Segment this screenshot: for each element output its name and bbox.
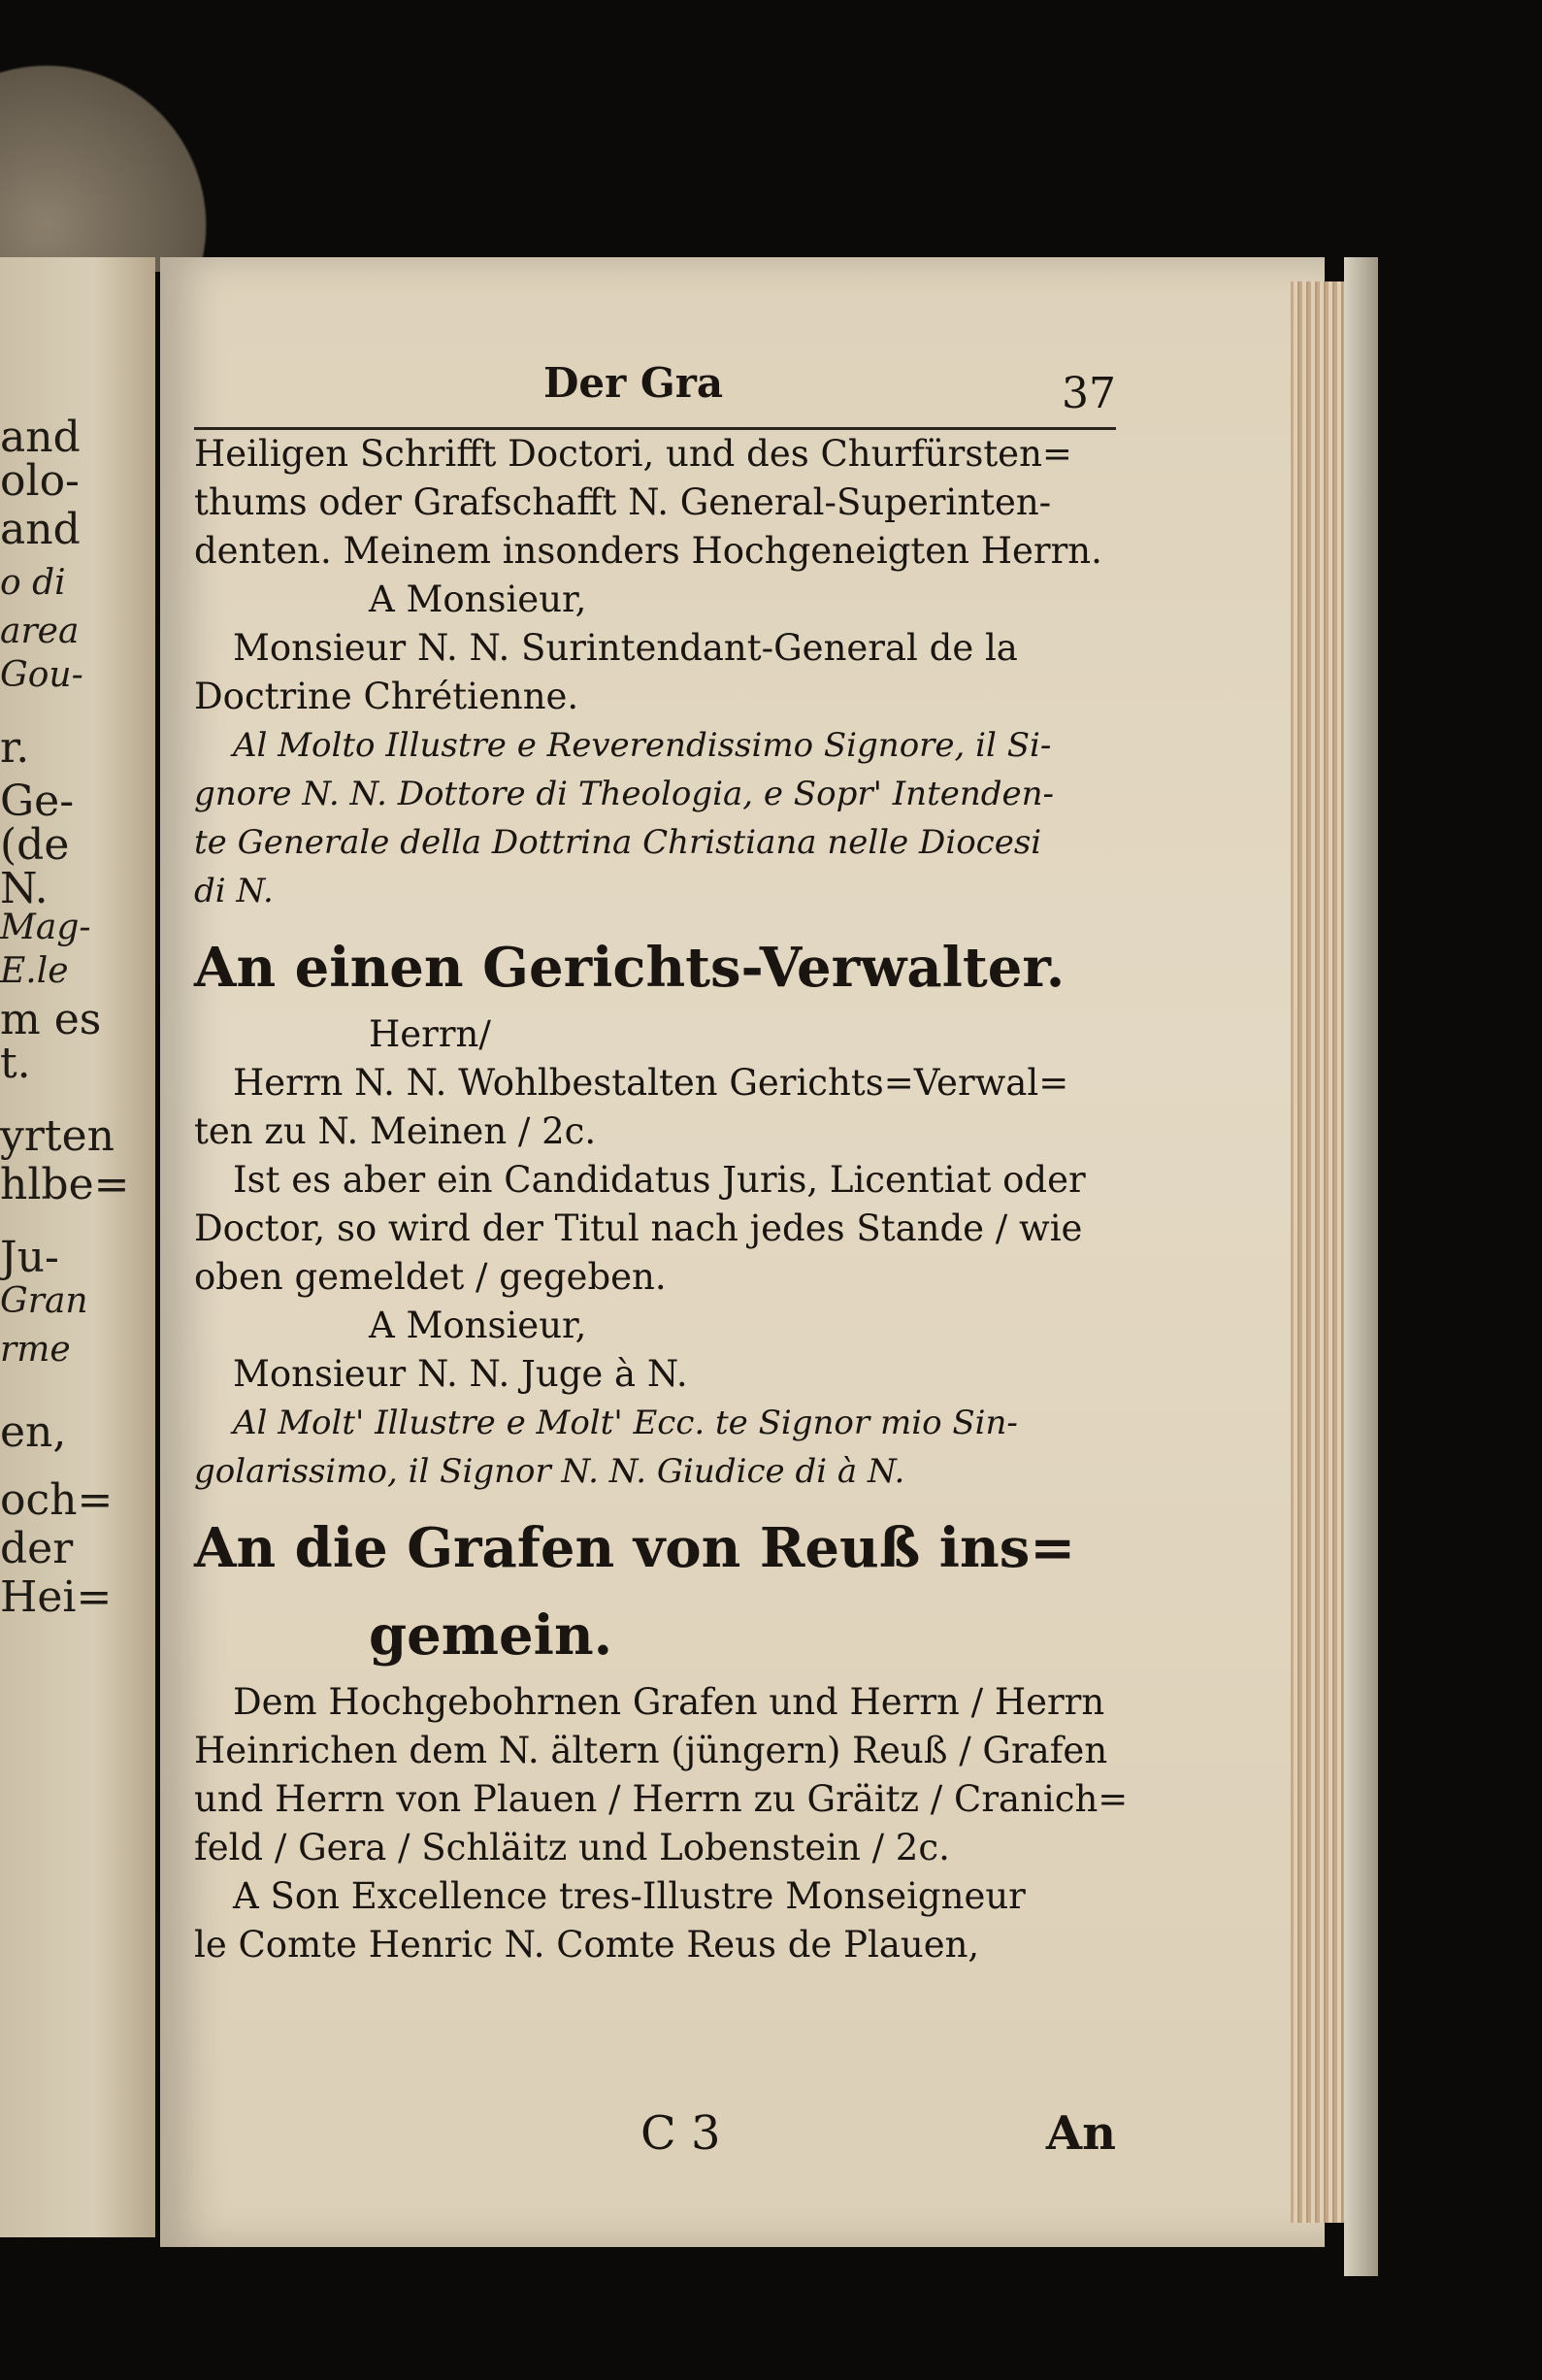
left-margin-fragment: Mag- — [0, 908, 91, 947]
left-margin-fragment: E.le — [0, 951, 69, 991]
left-margin-fragment: area — [0, 612, 80, 651]
left-page-fragment — [0, 257, 155, 2237]
text-line: Heiligen Schrifft Doctori, und des Churfürsten= — [194, 433, 1072, 475]
left-margin-fragment: olo- — [0, 456, 80, 506]
text-line: A Son Excellence tres-Illustre Monseigneur — [233, 1875, 1026, 1917]
text-line: A Monsieur, — [369, 578, 587, 620]
left-margin-fragment: Hei= — [0, 1572, 113, 1622]
page-footer — [194, 2106, 1116, 2174]
catchword: An — [1045, 2106, 1116, 2161]
text-line: Doctor, so wird der Titul nach jedes Stande / wie — [194, 1207, 1083, 1249]
left-margin-fragment: hlbe= — [0, 1160, 130, 1209]
text-line: A Monsieur, — [369, 1305, 587, 1346]
book-spine-edge — [0, 39, 233, 272]
signature-mark: C 3 — [640, 2106, 721, 2161]
left-margin-fragment: t. — [0, 1039, 31, 1088]
text-line: di N. — [194, 872, 274, 910]
section-heading: gemein. — [369, 1603, 613, 1668]
text-line: Al Molto Illustre e Reverendissimo Signore, il Si- — [233, 726, 1052, 765]
text-line: denten. Meinem insonders Hochgeneigten Herrn. — [194, 530, 1102, 572]
left-margin-fragment: rme — [0, 1330, 71, 1370]
section-heading: An einen Gerichts-Verwalter. — [194, 936, 1066, 1000]
left-margin-fragment: der — [0, 1524, 74, 1573]
left-margin-fragment: en, — [0, 1407, 67, 1457]
page-number: 37 — [1062, 369, 1116, 418]
text-line: Al Molt' Illustre e Molt' Ecc. te Signor mio Sin- — [233, 1404, 1018, 1442]
left-margin-fragment: m es — [0, 995, 102, 1044]
left-margin-fragment: (de — [0, 820, 70, 870]
running-title: Der Gra — [543, 359, 724, 407]
left-margin-fragment: Ju- — [0, 1233, 59, 1282]
text-line: ten zu N. Meinen / 2c. — [194, 1110, 597, 1152]
text-line: Heinrichen dem N. ältern (jüngern) Reuß / Grafen — [194, 1730, 1108, 1771]
left-margin-fragment: yrten — [0, 1111, 115, 1161]
text-line: Herrn N. N. Wohlbestalten Gerichts=Verwal= — [233, 1062, 1069, 1104]
left-margin-fragment: and — [0, 505, 81, 554]
section-heading: An die Grafen von Reuß ins= — [194, 1516, 1076, 1580]
left-margin-fragment: och= — [0, 1475, 114, 1525]
text-line: Ist es aber ein Candidatus Juris, Licentiat oder — [233, 1159, 1086, 1201]
page-edge-stack — [1291, 281, 1349, 2223]
page-content — [194, 359, 1129, 2161]
book-cover-edge — [1344, 257, 1378, 2276]
text-line: te Generale della Dottrina Christiana nelle Diocesi — [194, 823, 1042, 862]
text-line: Dem Hochgebohrnen Grafen und Herrn / Herrn — [233, 1681, 1105, 1723]
text-line: oben gemeldet / gegeben. — [194, 1256, 667, 1298]
text-line: gnore N. N. Dottore di Theologia, e Sopr' Intenden- — [194, 775, 1055, 813]
text-line: Herrn/ — [369, 1013, 491, 1055]
text-line: und Herrn von Plauen / Herrn zu Gräitz / Cranich= — [194, 1778, 1129, 1820]
text-line: feld / Gera / Schläitz und Lobenstein / 2c. — [194, 1827, 950, 1868]
left-margin-fragment: Ge- — [0, 777, 75, 826]
left-margin-fragment: N. — [0, 864, 49, 913]
text-line: thums oder Grafschafft N. General-Superinten- — [194, 481, 1052, 523]
page-header — [194, 359, 1116, 430]
left-margin-fragment: Gran — [0, 1281, 88, 1321]
left-margin-fragment: and — [0, 413, 81, 462]
text-line: Doctrine Chrétienne. — [194, 676, 579, 717]
text-line: Monsieur N. N. Juge à N. — [233, 1353, 688, 1395]
left-margin-fragment: r. — [0, 723, 30, 773]
text-line: golarissimo, il Signor N. N. Giudice di à N. — [194, 1452, 905, 1491]
text-line: Monsieur N. N. Surintendant-General de la — [233, 627, 1018, 669]
left-margin-fragment: o di — [0, 563, 66, 603]
text-line: le Comte Henric N. Comte Reus de Plauen, — [194, 1924, 980, 1966]
left-margin-fragment: Gou- — [0, 655, 83, 695]
body-text — [194, 430, 1129, 1969]
